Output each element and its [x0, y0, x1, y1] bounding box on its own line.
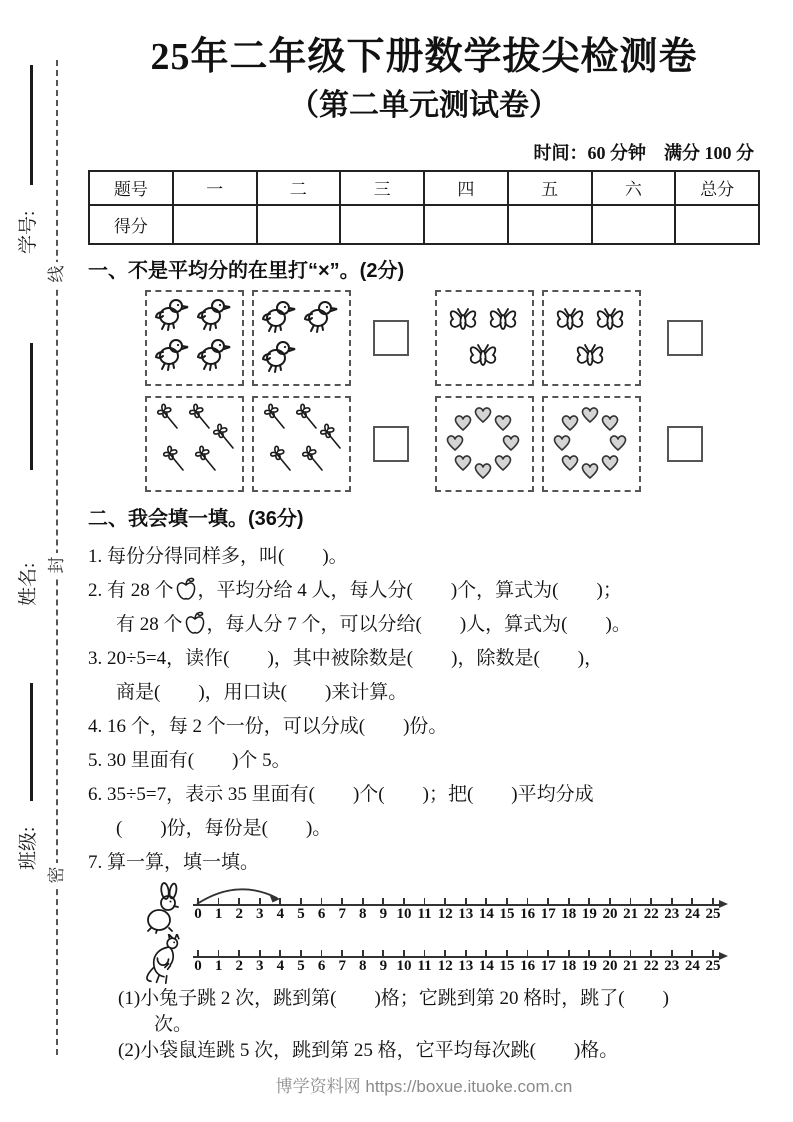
pinwheel-icon — [260, 402, 288, 430]
question-1: 1. 每份分得同样多，叫( )。 — [88, 545, 348, 567]
tick-mark — [321, 898, 323, 906]
tick-mark — [362, 950, 364, 958]
score-table-header-cell: 三 — [340, 171, 424, 205]
score-entry-cell — [340, 205, 424, 244]
tick-label: 4 — [276, 905, 285, 922]
pinwheel-boxes-group — [145, 396, 351, 492]
butterfly-icon — [573, 338, 607, 372]
score-entry-cell — [508, 205, 592, 244]
tick-mark — [341, 950, 343, 958]
section-one-heading: 一、不是平均分的在里打“×”。(2分) — [88, 259, 405, 282]
apple-icon — [184, 611, 206, 635]
tick-mark — [197, 898, 199, 906]
score-table-header-cell: 四 — [424, 171, 508, 205]
tick-mark — [485, 950, 487, 958]
tick-mark — [279, 950, 281, 958]
q2-text-pre: 2. 有 28 个 — [88, 579, 174, 601]
tick-mark — [588, 898, 590, 906]
heart-icon — [599, 411, 621, 433]
tick-label: 21 — [623, 905, 639, 922]
score-table-header-cell: 一 — [173, 171, 257, 205]
tick-label: 10 — [396, 905, 412, 922]
score-entry-cell — [257, 205, 341, 244]
seal-char-line: 线 — [45, 262, 69, 286]
time-and-score-info: 时间：60 分钟 满分 100 分 — [533, 142, 754, 163]
tick-label: 19 — [581, 957, 597, 974]
tick-mark — [403, 898, 405, 906]
q2b-text-pre: 有 28 个 — [116, 613, 183, 635]
student-id-label: 学号: — [18, 210, 39, 254]
section-two-heading: 二、我会填一填。(36分) — [88, 507, 304, 530]
heart-icon — [551, 431, 573, 453]
number-line-rabbit — [193, 890, 733, 934]
tick-mark — [238, 950, 240, 958]
bird-dashed-box — [252, 290, 351, 386]
tick-mark — [321, 950, 323, 958]
kangaroo-number-line-row — [135, 934, 760, 986]
score-table-header-row — [89, 171, 759, 205]
seal-char-seal: 封 — [45, 553, 69, 577]
score-entry-cell — [424, 205, 508, 244]
tick-label: 15 — [499, 905, 515, 922]
tick-label: 5 — [297, 905, 305, 922]
tick-label: 7 — [338, 905, 346, 922]
pinwheel-dashed-box — [145, 396, 244, 492]
pinwheel-dashed-box — [252, 396, 351, 492]
class-blank-line — [30, 683, 33, 801]
butterfly-icon — [486, 302, 520, 336]
tick-label: 4 — [276, 957, 285, 974]
tick-label: 22 — [643, 905, 659, 922]
butterfly-icon — [593, 302, 627, 336]
heart-icon — [599, 451, 621, 473]
bird-icon — [262, 338, 298, 374]
tick-label: 20 — [602, 905, 618, 922]
tick-label: 12 — [437, 905, 453, 922]
tick-label: 16 — [520, 905, 536, 922]
bird-icon — [155, 296, 191, 332]
pinwheel-icon — [266, 444, 294, 472]
tick-label: 2 — [235, 905, 243, 922]
tick-mark — [630, 950, 632, 958]
answer-box[interactable] — [667, 320, 703, 356]
tick-mark — [568, 898, 570, 906]
tick-label: 18 — [561, 957, 577, 974]
number-line-kangaroo — [193, 942, 733, 986]
heart-dashed-box — [435, 396, 534, 492]
tick-mark — [650, 950, 652, 958]
tick-label: 17 — [540, 905, 556, 922]
tick-label: 11 — [417, 957, 432, 974]
bird-icon — [197, 296, 233, 332]
tick-mark — [218, 898, 220, 906]
tick-mark — [650, 898, 652, 906]
tick-label: 13 — [458, 905, 474, 922]
tick-label: 12 — [437, 957, 453, 974]
question-7-sub-2: (2)小袋鼠连跳 5 次，跳到第 25 格，它平均每次跳( )格。 — [118, 1039, 619, 1061]
answer-box[interactable] — [373, 426, 409, 462]
q3-continuation: 商是( )，用口诀( )来计算。 — [116, 681, 408, 703]
score-table — [88, 170, 760, 245]
tick-label: 0 — [194, 957, 202, 974]
tick-mark — [568, 950, 570, 958]
score-table-header-cell: 六 — [592, 171, 676, 205]
rabbit-icon — [135, 882, 191, 934]
tick-mark — [300, 898, 302, 906]
tick-label: 14 — [478, 957, 494, 974]
tick-mark — [259, 898, 261, 906]
q6-continuation: ( )份，每份是( )。 — [116, 817, 332, 839]
tick-mark — [238, 898, 240, 906]
tick-label: 15 — [499, 957, 515, 974]
tick-label: 11 — [417, 905, 432, 922]
tick-mark — [527, 898, 529, 906]
answer-box[interactable] — [667, 426, 703, 462]
tick-label: 21 — [623, 957, 639, 974]
heart-dashed-box — [542, 396, 641, 492]
question-2-line-1 — [88, 574, 760, 608]
tick-label: 25 — [705, 905, 721, 922]
page-title: 25年二年级下册数学拔尖检测卷 — [150, 36, 698, 78]
seal-char-secret: 密 — [45, 863, 69, 887]
footer-link[interactable]: 博学资料网 https://boxue.ituoke.com.cn — [275, 1076, 573, 1096]
name-blank-line — [30, 343, 33, 470]
butterfly-dashed-box — [542, 290, 641, 386]
paper-content — [88, 0, 760, 1097]
tick-label: 13 — [458, 957, 474, 974]
heart-icon — [492, 451, 514, 473]
tick-label: 22 — [643, 957, 659, 974]
tick-mark — [527, 950, 529, 958]
tick-label: 23 — [664, 905, 680, 922]
tick-label: 0 — [194, 905, 202, 922]
jump-arc — [193, 876, 293, 908]
tick-label: 2 — [235, 957, 243, 974]
tick-label: 6 — [317, 905, 326, 922]
tick-mark — [465, 950, 467, 958]
question-6-line-2 — [88, 812, 760, 846]
tick-mark — [341, 898, 343, 906]
student-id-blank-line — [30, 65, 33, 185]
number-lines — [88, 882, 760, 986]
heart-icon — [579, 459, 601, 481]
question-6-line-1: 6. 35÷5=7，表示 35 里面有( )个( )；把( )平均分成 — [88, 783, 594, 805]
bird-icon — [155, 336, 191, 372]
tick-mark — [691, 950, 693, 958]
heart-icon — [500, 431, 522, 453]
bird-icon — [262, 298, 298, 334]
question-2-line-2 — [88, 608, 760, 642]
pinwheel-icon — [191, 444, 219, 472]
score-entry-cell — [173, 205, 257, 244]
tick-mark — [588, 950, 590, 958]
tick-mark — [691, 898, 693, 906]
heart-icon — [607, 431, 629, 453]
q7-sub1-continuation: 次。 — [154, 1013, 193, 1035]
tick-mark — [506, 950, 508, 958]
q2b-text-post: ，每人分 7 个，可以分给( )人，算式为( )。 — [206, 613, 631, 635]
page-subtitle: （第二单元测试卷） — [289, 88, 559, 122]
tick-label: 16 — [520, 957, 536, 974]
tick-mark — [547, 950, 549, 958]
tick-label: 3 — [256, 957, 264, 974]
tick-label: 8 — [359, 905, 367, 922]
tick-label: 18 — [561, 905, 577, 922]
heart-icon — [472, 403, 494, 425]
butterfly-dashed-box — [435, 290, 534, 386]
name-label: 姓名: — [18, 562, 39, 606]
bird-dashed-box — [145, 290, 244, 386]
kangaroo-icon — [135, 934, 191, 986]
tick-mark — [485, 898, 487, 906]
tick-mark — [424, 950, 426, 958]
score-table-header-cell: 二 — [257, 171, 341, 205]
tick-mark — [300, 950, 302, 958]
butterfly-icon — [553, 302, 587, 336]
fill-in-items — [88, 540, 760, 880]
tick-mark — [218, 950, 220, 958]
tick-label: 17 — [540, 957, 556, 974]
bird-icon — [304, 298, 340, 334]
tick-mark — [712, 950, 714, 958]
tick-mark — [382, 950, 384, 958]
heart-icon — [559, 451, 581, 473]
score-entry-cell — [675, 205, 759, 244]
score-row-label: 得分 — [89, 205, 173, 244]
heart-icon — [444, 431, 466, 453]
score-table-header-cell: 五 — [508, 171, 592, 205]
tick-mark — [671, 898, 673, 906]
tick-label: 6 — [317, 957, 326, 974]
heart-icon — [559, 411, 581, 433]
heart-icon — [452, 411, 474, 433]
tick-label: 14 — [478, 905, 494, 922]
tick-mark — [259, 950, 261, 958]
rabbit-number-line-row — [135, 882, 760, 934]
graphics-row-2 — [145, 396, 760, 492]
tick-mark — [609, 898, 611, 906]
pinwheel-icon — [298, 444, 326, 472]
tick-label: 24 — [684, 905, 700, 922]
question-3-line-1: 3. 20÷5=4，读作( )，其中被除数是( )，除数是( )， — [88, 647, 604, 669]
tick-mark — [424, 898, 426, 906]
tick-label: 3 — [256, 905, 264, 922]
tick-mark — [465, 898, 467, 906]
tick-label: 1 — [214, 957, 223, 974]
question-4: 4. 16 个，每 2 个一份，可以分成( )份。 — [88, 715, 448, 737]
tick-mark — [444, 950, 446, 958]
butterfly-icon — [446, 302, 480, 336]
question-5: 5. 30 里面有( )个 5。 — [88, 749, 291, 771]
tick-label: 25 — [705, 957, 721, 974]
tick-mark — [382, 898, 384, 906]
heart-icon — [579, 403, 601, 425]
butterfly-icon — [466, 338, 500, 372]
class-label: 班级: — [18, 826, 39, 870]
tick-label: 23 — [664, 957, 680, 974]
question-3-line-2 — [88, 676, 760, 710]
answer-box[interactable] — [373, 320, 409, 356]
tick-mark — [712, 898, 714, 906]
q2-text-post: ，平均分给 4 人，每人分( )个，算式为( )； — [197, 579, 622, 601]
bird-icon — [197, 336, 233, 372]
bird-boxes-group — [145, 290, 351, 386]
heart-icon — [492, 411, 514, 433]
tick-label: 24 — [684, 957, 700, 974]
graphics-row-1 — [145, 290, 760, 386]
tick-mark — [630, 898, 632, 906]
apple-icon — [175, 577, 197, 601]
score-table-score-row — [89, 205, 759, 244]
section-one-graphics — [88, 290, 760, 492]
butterfly-boxes-group — [435, 290, 641, 386]
tick-mark — [279, 898, 281, 906]
tick-mark — [609, 950, 611, 958]
pinwheel-icon — [153, 402, 181, 430]
score-table-header-cell: 题号 — [89, 171, 173, 205]
tick-label: 19 — [581, 905, 597, 922]
tick-mark — [671, 950, 673, 958]
tick-label: 7 — [338, 957, 346, 974]
pinwheel-icon — [159, 444, 187, 472]
tick-label: 10 — [396, 957, 412, 974]
tick-mark — [547, 898, 549, 906]
tick-label: 9 — [379, 905, 388, 922]
tick-mark — [362, 898, 364, 906]
tick-mark — [403, 950, 405, 958]
score-table-header-cell: 总分 — [675, 171, 759, 205]
tick-mark — [506, 898, 508, 906]
question-7: 7. 算一算，填一填。 — [88, 851, 260, 873]
tick-label: 1 — [214, 905, 223, 922]
tick-label: 9 — [379, 957, 388, 974]
tick-label: 20 — [602, 957, 618, 974]
question-7-sub-1-cont — [118, 1012, 760, 1038]
heart-boxes-group — [435, 396, 641, 492]
score-entry-cell — [592, 205, 676, 244]
tick-mark — [444, 898, 446, 906]
tick-label: 5 — [297, 957, 305, 974]
heart-icon — [452, 451, 474, 473]
heart-icon — [472, 459, 494, 481]
axis-line — [193, 956, 721, 958]
tick-label: 8 — [359, 957, 367, 974]
tick-mark — [197, 950, 199, 958]
question-7-sub-1: (1)小兔子跳 2 次，跳到第( )格；它跳到第 20 格时，跳了( ) — [118, 987, 669, 1009]
